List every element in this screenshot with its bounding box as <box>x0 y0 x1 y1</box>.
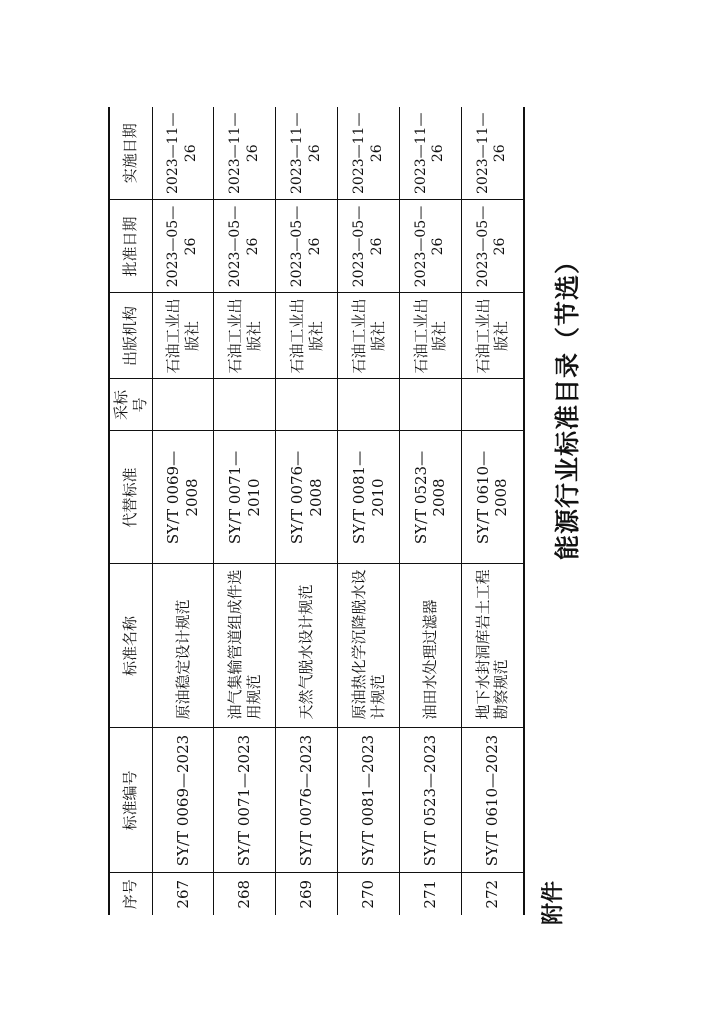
cell-approval: 2023—05—26 <box>152 200 214 293</box>
cell-effective: 2023—11—26 <box>400 107 462 200</box>
cell-approval: 2023—05—26 <box>214 200 276 293</box>
col-adopted: 采标号 <box>109 379 152 431</box>
cell-seq: 269 <box>276 873 338 915</box>
col-effective: 实施日期 <box>109 107 152 200</box>
cell-publisher: 石油工业出版社 <box>400 293 462 379</box>
table-row <box>214 107 276 915</box>
cell-replaces: SY/T 0069—2008 <box>152 431 214 564</box>
cell-seq: 271 <box>400 873 462 915</box>
header-row <box>109 107 152 915</box>
cell-replaces: SY/T 0523—2008 <box>400 431 462 564</box>
annex-label: 附件 <box>541 880 566 925</box>
table-row <box>276 107 338 915</box>
cell-adopted <box>152 379 214 431</box>
col-approval: 批准日期 <box>109 200 152 293</box>
cell-replaces: SY/T 0610—2008 <box>461 431 524 564</box>
cell-adopted <box>338 379 400 431</box>
cell-name: 油气集输管道组成件选用规范 <box>214 564 276 728</box>
cell-seq: 270 <box>338 873 400 915</box>
cell-adopted <box>400 379 462 431</box>
cell-name: 原油稳定设计规范 <box>152 564 214 728</box>
cell-effective: 2023—11—26 <box>214 107 276 200</box>
cell-code: SY/T 0081—2023 <box>338 728 400 873</box>
cell-effective: 2023—11—26 <box>461 107 524 200</box>
cell-publisher: 石油工业出版社 <box>461 293 524 379</box>
cell-code: SY/T 0071—2023 <box>214 728 276 873</box>
cell-replaces: SY/T 0076—2008 <box>276 431 338 564</box>
cell-code: SY/T 0076—2023 <box>276 728 338 873</box>
cell-effective: 2023—11—26 <box>338 107 400 200</box>
cell-name: 油田水处理过滤器 <box>400 564 462 728</box>
col-code: 标准编号 <box>109 728 152 873</box>
cell-replaces: SY/T 0081—2010 <box>338 431 400 564</box>
cell-adopted <box>214 379 276 431</box>
cell-adopted <box>461 379 524 431</box>
cell-seq: 268 <box>214 873 276 915</box>
cell-code: SY/T 0610—2023 <box>461 728 524 873</box>
cell-name: 天然气脱水设计规范 <box>276 564 338 728</box>
cell-code: SY/T 0523—2023 <box>400 728 462 873</box>
cell-publisher: 石油工业出版社 <box>152 293 214 379</box>
cell-adopted <box>276 379 338 431</box>
cell-approval: 2023—05—26 <box>338 200 400 293</box>
cell-publisher: 石油工业出版社 <box>214 293 276 379</box>
col-publisher: 出版机构 <box>109 293 152 379</box>
table-row <box>461 107 524 915</box>
table-row <box>338 107 400 915</box>
standards-table <box>108 107 525 915</box>
cell-publisher: 石油工业出版社 <box>276 293 338 379</box>
cell-seq: 267 <box>152 873 214 915</box>
col-replaces: 代替标准 <box>109 431 152 564</box>
cell-name: 原油热化学沉降脱水设计规范 <box>338 564 400 728</box>
table-row <box>152 107 214 915</box>
table-row <box>400 107 462 915</box>
cell-publisher: 石油工业出版社 <box>338 293 400 379</box>
cell-replaces: SY/T 0071—2010 <box>214 431 276 564</box>
cell-approval: 2023—05—26 <box>461 200 524 293</box>
cell-effective: 2023—11—26 <box>152 107 214 200</box>
col-seq: 序号 <box>109 873 152 915</box>
cell-seq: 272 <box>461 873 524 915</box>
cell-approval: 2023—05—26 <box>276 200 338 293</box>
cell-name: 地下水封洞库岩土工程勘察规范 <box>461 564 524 728</box>
page-title: 能源行业标准目录（节选） <box>553 248 582 561</box>
col-name: 标准名称 <box>109 564 152 728</box>
cell-code: SY/T 0069—2023 <box>152 728 214 873</box>
cell-effective: 2023—11—26 <box>276 107 338 200</box>
cell-approval: 2023—05—26 <box>400 200 462 293</box>
